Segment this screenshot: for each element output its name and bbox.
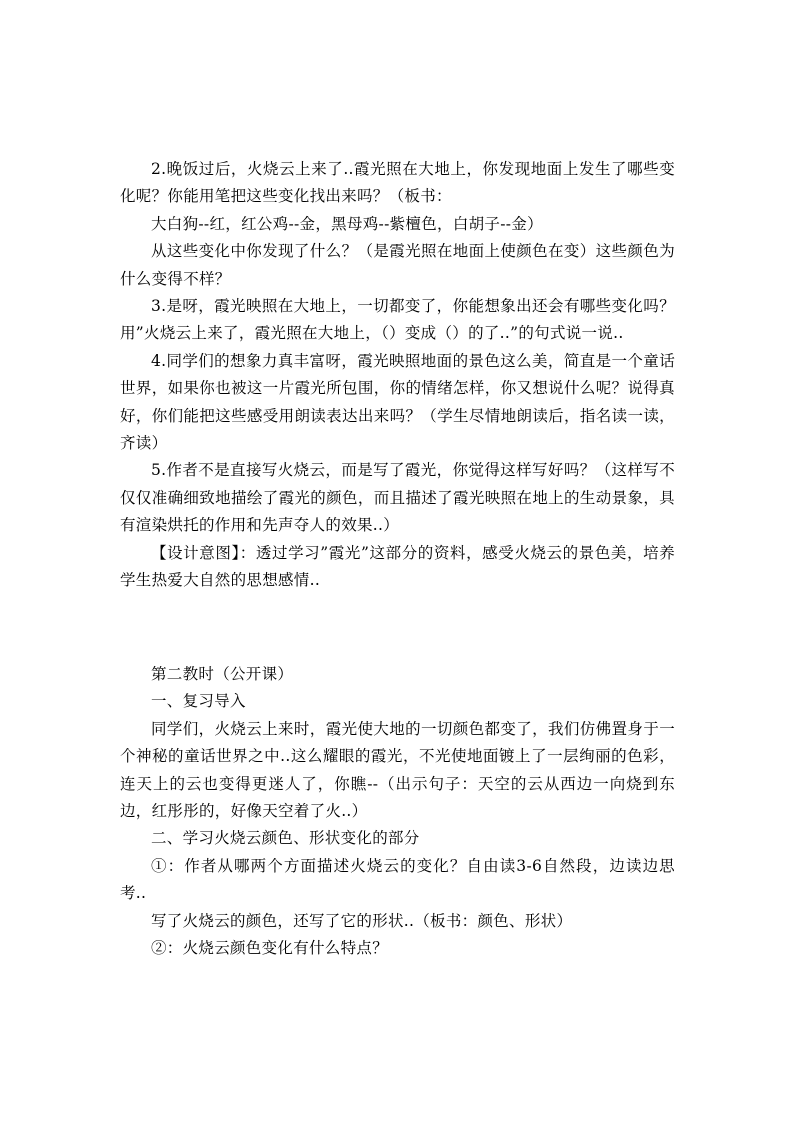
lesson-section-2: [120, 661, 675, 962]
paragraph-step-2: 2.晚饭过后，火烧云上来了..霞光照在大地上，你发现地面上发生了哪些变化呢？你能用笔把这些变化找出来吗？（板书：: [120, 160, 675, 206]
subheading-study: 二、学习火烧云颜色、形状变化的部分: [151, 829, 420, 848]
paragraph-step-3: 3.是呀，霞光映照在大地上，一切都变了，你能想象出还会有哪些变化吗？用”火烧云上来了，霞光照在大地上，（）变成（）的了..”的句式说一说..: [120, 297, 675, 343]
paragraph-intro: 同学们，火烧云上来时，霞光使大地的一切颜色都变了，我们仿佛置身于一个神秘的童话世界之中..这么耀眼的霞光，不光使地面镀上了一层绚丽的色彩，连天上的云也变得更迷人了，你瞧--（出示句子：天空的云从西边一向烧到东边，红彤彤的，好像天空着了火..）: [120, 719, 675, 821]
paragraph-question-2: ②：火烧云颜色变化有什么特点？: [151, 939, 389, 958]
paragraph-answer-1: 写了火烧云的颜色，还写了它的形状..（板书：颜色、形状）: [151, 911, 573, 930]
paragraph-step-5: 5.作者不是直接写火烧云，而是写了霞光，你觉得这样写好吗？（这样写不仅仅准确细致地描绘了霞光的颜色，而且描述了霞光映照在地上的生动景象，具有渲染烘托的作用和先声夺人的效果..）: [120, 461, 675, 535]
paragraph-design-intent: 【设计意图】：透过学习”霞光”这部分的资料，感受火烧云的景色美，培养学生热爱大自然的思想感情..: [120, 543, 675, 590]
section-heading-second-lesson: 第二教时（公开课）: [151, 665, 294, 683]
lesson-section-1: [120, 156, 675, 595]
paragraph-step-4: 4.同学们的想象力真丰富呀，霞光映照地面的景色这么美，简直是一个童话世界，如果你也被这一片霞光所包围，你的情绪怎样，你又想说什么呢？说得真好，你们能把这些感受用朗读表达出来吗？（学生尽情地朗读后，指名读一读，齐读）: [120, 351, 675, 453]
paragraph-blackboard: 大白狗--红，红公鸡--金，黑母鸡--紫檀色，白胡子--金）: [151, 214, 543, 233]
paragraph-question-1: ①：作者从哪两个方面描述火烧云的变化？自由读3-6自然段，边读边思考..: [120, 856, 675, 903]
paragraph-discovery: 从这些变化中你发现了什么？（是霞光照在地面上使颜色在变）这些颜色为什么变得不样？: [120, 242, 675, 288]
subheading-review: 一、复习导入: [151, 692, 246, 711]
